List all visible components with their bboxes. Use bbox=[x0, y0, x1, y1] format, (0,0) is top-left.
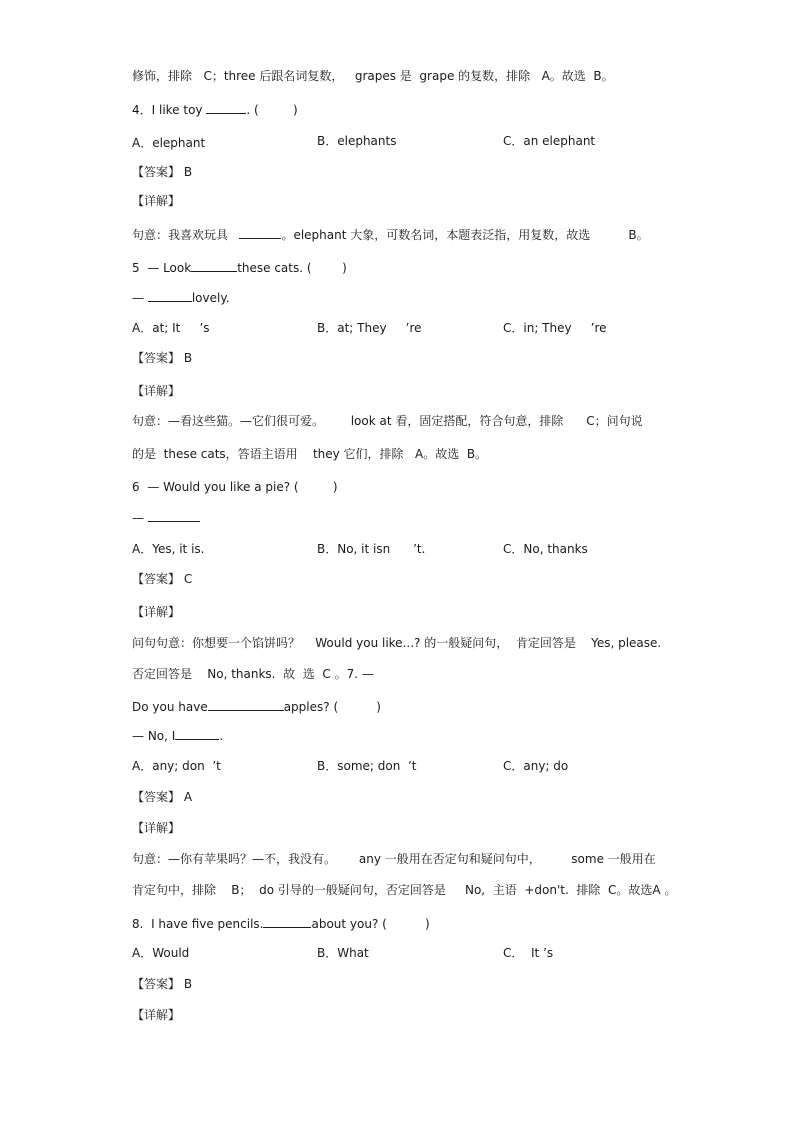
answer-blank bbox=[148, 509, 200, 522]
detail-label: 【详解】 bbox=[132, 1008, 181, 1022]
question-7-reply: — No, I . bbox=[132, 729, 224, 743]
explanation-line: 肯定句中，排除 B； do 引导的一般疑问句，否定回答是 No, 主语 +don't. 排除 C。故选A 。 bbox=[132, 883, 677, 897]
answer-label: 【答案】 B bbox=[132, 165, 193, 179]
question-8: 8. I have five pencils. about you? ( ) bbox=[132, 917, 430, 931]
question-5: 5 — Look these cats. ( ) bbox=[132, 261, 347, 275]
option-a: A．at; It ’s bbox=[132, 321, 210, 335]
question-6: 6 — Would you like a pie? ( ) bbox=[132, 480, 338, 494]
detail-label: 【详解】 bbox=[132, 194, 181, 208]
option-b: B．What bbox=[317, 946, 369, 960]
option-c: C． It ’s bbox=[503, 946, 554, 960]
answer-blank bbox=[263, 915, 311, 928]
option-a: A．Would bbox=[132, 946, 190, 960]
detail-label: 【详解】 bbox=[132, 384, 181, 398]
explanation-line: 问句句意：你想要一个馅饼吗？ Would you like...? 的一般疑问句， 肯定回答是 Yes, please. bbox=[132, 636, 662, 650]
answer-blank bbox=[148, 289, 192, 302]
answer-label: 【答案】 C bbox=[132, 572, 193, 586]
explanation-line: 的是 these cats，答语主语用 they 它们，排除 A。故选 B。 bbox=[132, 447, 488, 461]
option-b: B．some; don ’t bbox=[317, 759, 417, 773]
question-7: Do you have apples? ( ) bbox=[132, 700, 381, 714]
option-b: B．at; They ’re bbox=[317, 321, 422, 335]
option-c: C．No, thanks bbox=[503, 542, 588, 556]
question-text: 4．I like toy bbox=[132, 103, 207, 117]
option-b: B．No, it isn ’t. bbox=[317, 542, 426, 556]
answer-blank bbox=[206, 101, 246, 114]
question-text: . ( ) bbox=[246, 103, 298, 117]
option-a: A．Yes, it is. bbox=[132, 542, 205, 556]
detail-label: 【详解】 bbox=[132, 605, 181, 619]
answer-blank bbox=[175, 727, 219, 740]
question-4 bbox=[132, 101, 298, 118]
answer-label: 【答案】 A bbox=[132, 790, 193, 804]
option-c: C．an elephant bbox=[503, 134, 596, 148]
explanation-line: 句意：我喜欢玩具 。elephant 大象，可数名词，本题表泛指，用复数，故选 B。 bbox=[132, 228, 649, 242]
question-6-reply: — bbox=[132, 509, 200, 526]
explanation-line: 修饰，排除 C；three 后跟名词复数， grapes 是 grape 的复数，排除 A。故选 B。 bbox=[132, 69, 614, 83]
option-b: B．elephants bbox=[317, 134, 397, 148]
question-5-reply: — lovely. bbox=[132, 291, 230, 305]
explanation-line: 句意：—你有苹果吗？—不，我没有。 any 一般用在否定句和疑问句中， some 一般用在 bbox=[132, 852, 656, 866]
option-c: C．in; They ’re bbox=[503, 321, 607, 335]
answer-blank bbox=[239, 226, 281, 239]
answer-label: 【答案】 B bbox=[132, 351, 193, 365]
answer-blank bbox=[191, 259, 237, 272]
explanation-line: 否定回答是 No, thanks. 故 选 C 。7. — bbox=[132, 667, 374, 681]
option-a: A．any; don ’t bbox=[132, 759, 221, 773]
option-a: A．elephant bbox=[132, 136, 206, 150]
answer-label: 【答案】 B bbox=[132, 977, 193, 991]
explanation-line: 句意：—看这些猫。—它们很可爱。 look at 看，固定搭配，符合句意，排除 C；问句说 bbox=[132, 414, 643, 428]
detail-label: 【详解】 bbox=[132, 821, 181, 835]
option-c: C．any; do bbox=[503, 759, 569, 773]
answer-blank bbox=[208, 698, 284, 711]
